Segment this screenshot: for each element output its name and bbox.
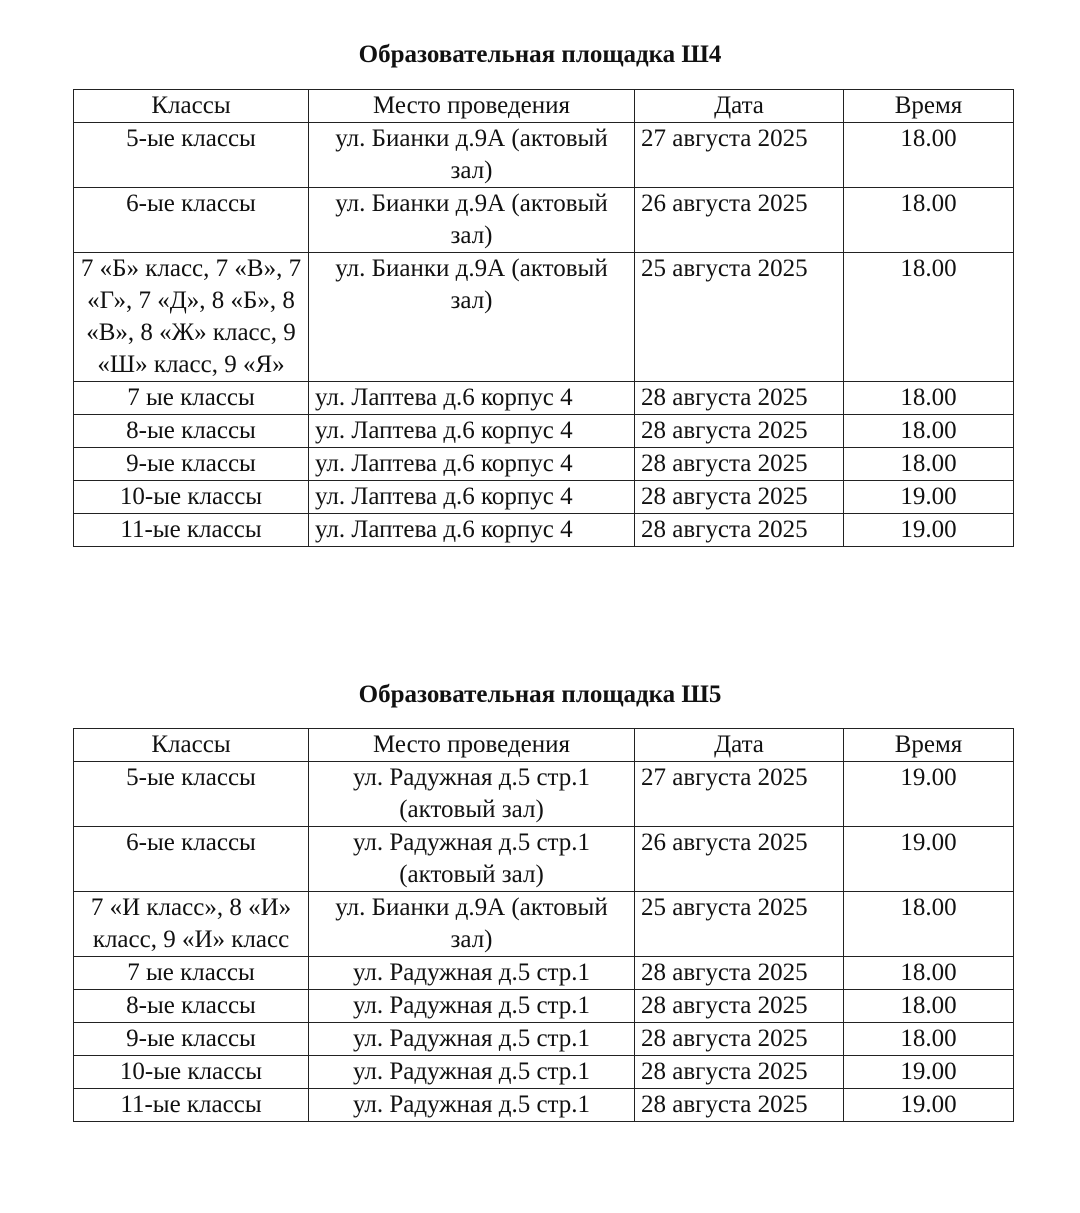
table-row	[74, 762, 1014, 827]
cell-place: ул. Радужная д.5 стр.1 (актовый зал)	[309, 762, 635, 827]
cell-date: 27 августа 2025	[635, 762, 844, 827]
cell-classes: 10-ые классы	[74, 481, 309, 514]
cell-time: 19.00	[844, 1089, 1014, 1122]
cell-date: 28 августа 2025	[635, 481, 844, 514]
cell-classes: 9-ые классы	[74, 1023, 309, 1056]
cell-place: ул. Радужная д.5 стр.1	[309, 1056, 635, 1089]
cell-classes: 7 «И класс», 8 «И» класс, 9 «И» класс	[74, 892, 309, 957]
cell-time: 18.00	[844, 957, 1014, 990]
table-row	[74, 827, 1014, 892]
table-row	[74, 253, 1014, 382]
column-header-date: Дата	[635, 90, 844, 123]
cell-classes: 6-ые классы	[74, 827, 309, 892]
cell-time: 18.00	[844, 990, 1014, 1023]
column-header-place: Место проведения	[309, 90, 635, 123]
cell-time: 19.00	[844, 481, 1014, 514]
schedule-table-s5	[73, 728, 1014, 1122]
column-header-time: Время	[844, 729, 1014, 762]
cell-place: ул. Лаптева д.6 корпус 4	[309, 448, 635, 481]
cell-classes: 8-ые классы	[74, 990, 309, 1023]
cell-time: 18.00	[844, 892, 1014, 957]
cell-classes: 5-ые классы	[74, 123, 309, 188]
cell-date: 25 августа 2025	[635, 892, 844, 957]
cell-place: ул. Радужная д.5 стр.1	[309, 990, 635, 1023]
cell-date: 25 августа 2025	[635, 253, 844, 382]
section-title-s4: Образовательная площадка Ш4	[358, 41, 722, 68]
cell-time: 18.00	[844, 253, 1014, 382]
table-row	[74, 448, 1014, 481]
cell-classes: 11-ые классы	[74, 514, 309, 547]
cell-place: ул. Бианки д.9А (актовый зал)	[309, 123, 635, 188]
cell-classes: 7 «Б» класс, 7 «В», 7 «Г», 7 «Д», 8 «Б», 8 «В», 8 «Ж» класс, 9 «Ш» класс, 9 «Я»	[74, 253, 309, 382]
header-row	[74, 90, 1014, 123]
cell-place: ул. Бианки д.9А (актовый зал)	[309, 188, 635, 253]
column-header-classes: Классы	[74, 90, 309, 123]
cell-time: 18.00	[844, 1023, 1014, 1056]
cell-time: 18.00	[844, 448, 1014, 481]
table-row	[74, 188, 1014, 253]
column-header-date: Дата	[635, 729, 844, 762]
cell-place: ул. Лаптева д.6 корпус 4	[309, 382, 635, 415]
cell-date: 28 августа 2025	[635, 382, 844, 415]
cell-date: 28 августа 2025	[635, 1023, 844, 1056]
cell-time: 19.00	[844, 514, 1014, 547]
cell-date: 26 августа 2025	[635, 827, 844, 892]
cell-date: 28 августа 2025	[635, 514, 844, 547]
cell-time: 18.00	[844, 415, 1014, 448]
cell-date: 28 августа 2025	[635, 448, 844, 481]
cell-time: 18.00	[844, 188, 1014, 253]
column-header-place: Место проведения	[309, 729, 635, 762]
column-header-classes: Классы	[74, 729, 309, 762]
cell-place: ул. Радужная д.5 стр.1	[309, 1089, 635, 1122]
cell-place: ул. Радужная д.5 стр.1 (актовый зал)	[309, 827, 635, 892]
cell-date: 28 августа 2025	[635, 415, 844, 448]
cell-place: ул. Радужная д.5 стр.1	[309, 957, 635, 990]
cell-time: 19.00	[844, 762, 1014, 827]
cell-time: 18.00	[844, 123, 1014, 188]
cell-date: 28 августа 2025	[635, 990, 844, 1023]
cell-place: ул. Лаптева д.6 корпус 4	[309, 514, 635, 547]
cell-classes: 5-ые классы	[74, 762, 309, 827]
cell-place: ул. Лаптева д.6 корпус 4	[309, 481, 635, 514]
cell-classes: 7 ые классы	[74, 382, 309, 415]
cell-classes: 8-ые классы	[74, 415, 309, 448]
cell-classes: 9-ые классы	[74, 448, 309, 481]
cell-date: 28 августа 2025	[635, 1056, 844, 1089]
table-row	[74, 1056, 1014, 1089]
table-row	[74, 514, 1014, 547]
cell-date: 28 августа 2025	[635, 957, 844, 990]
cell-date: 26 августа 2025	[635, 188, 844, 253]
cell-date: 28 августа 2025	[635, 1089, 844, 1122]
cell-classes: 6-ые классы	[74, 188, 309, 253]
schedule-table-s4	[73, 89, 1014, 547]
cell-classes: 7 ые классы	[74, 957, 309, 990]
section-title-s5: Образовательная площадка Ш5	[358, 681, 722, 708]
cell-place: ул. Лаптева д.6 корпус 4	[309, 415, 635, 448]
cell-time: 19.00	[844, 827, 1014, 892]
cell-place: ул. Бианки д.9А (актовый зал)	[309, 892, 635, 957]
table-row	[74, 892, 1014, 957]
cell-classes: 10-ые классы	[74, 1056, 309, 1089]
column-header-time: Время	[844, 90, 1014, 123]
table-row	[74, 481, 1014, 514]
cell-time: 19.00	[844, 1056, 1014, 1089]
cell-place: ул. Радужная д.5 стр.1	[309, 1023, 635, 1056]
cell-place: ул. Бианки д.9А (актовый зал)	[309, 253, 635, 382]
table-row	[74, 382, 1014, 415]
cell-classes: 11-ые классы	[74, 1089, 309, 1122]
header-row	[74, 729, 1014, 762]
table-row	[74, 990, 1014, 1023]
table-row	[74, 957, 1014, 990]
table-row	[74, 123, 1014, 188]
table-row	[74, 1089, 1014, 1122]
cell-date: 27 августа 2025	[635, 123, 844, 188]
cell-time: 18.00	[844, 382, 1014, 415]
table-row	[74, 1023, 1014, 1056]
table-row	[74, 415, 1014, 448]
